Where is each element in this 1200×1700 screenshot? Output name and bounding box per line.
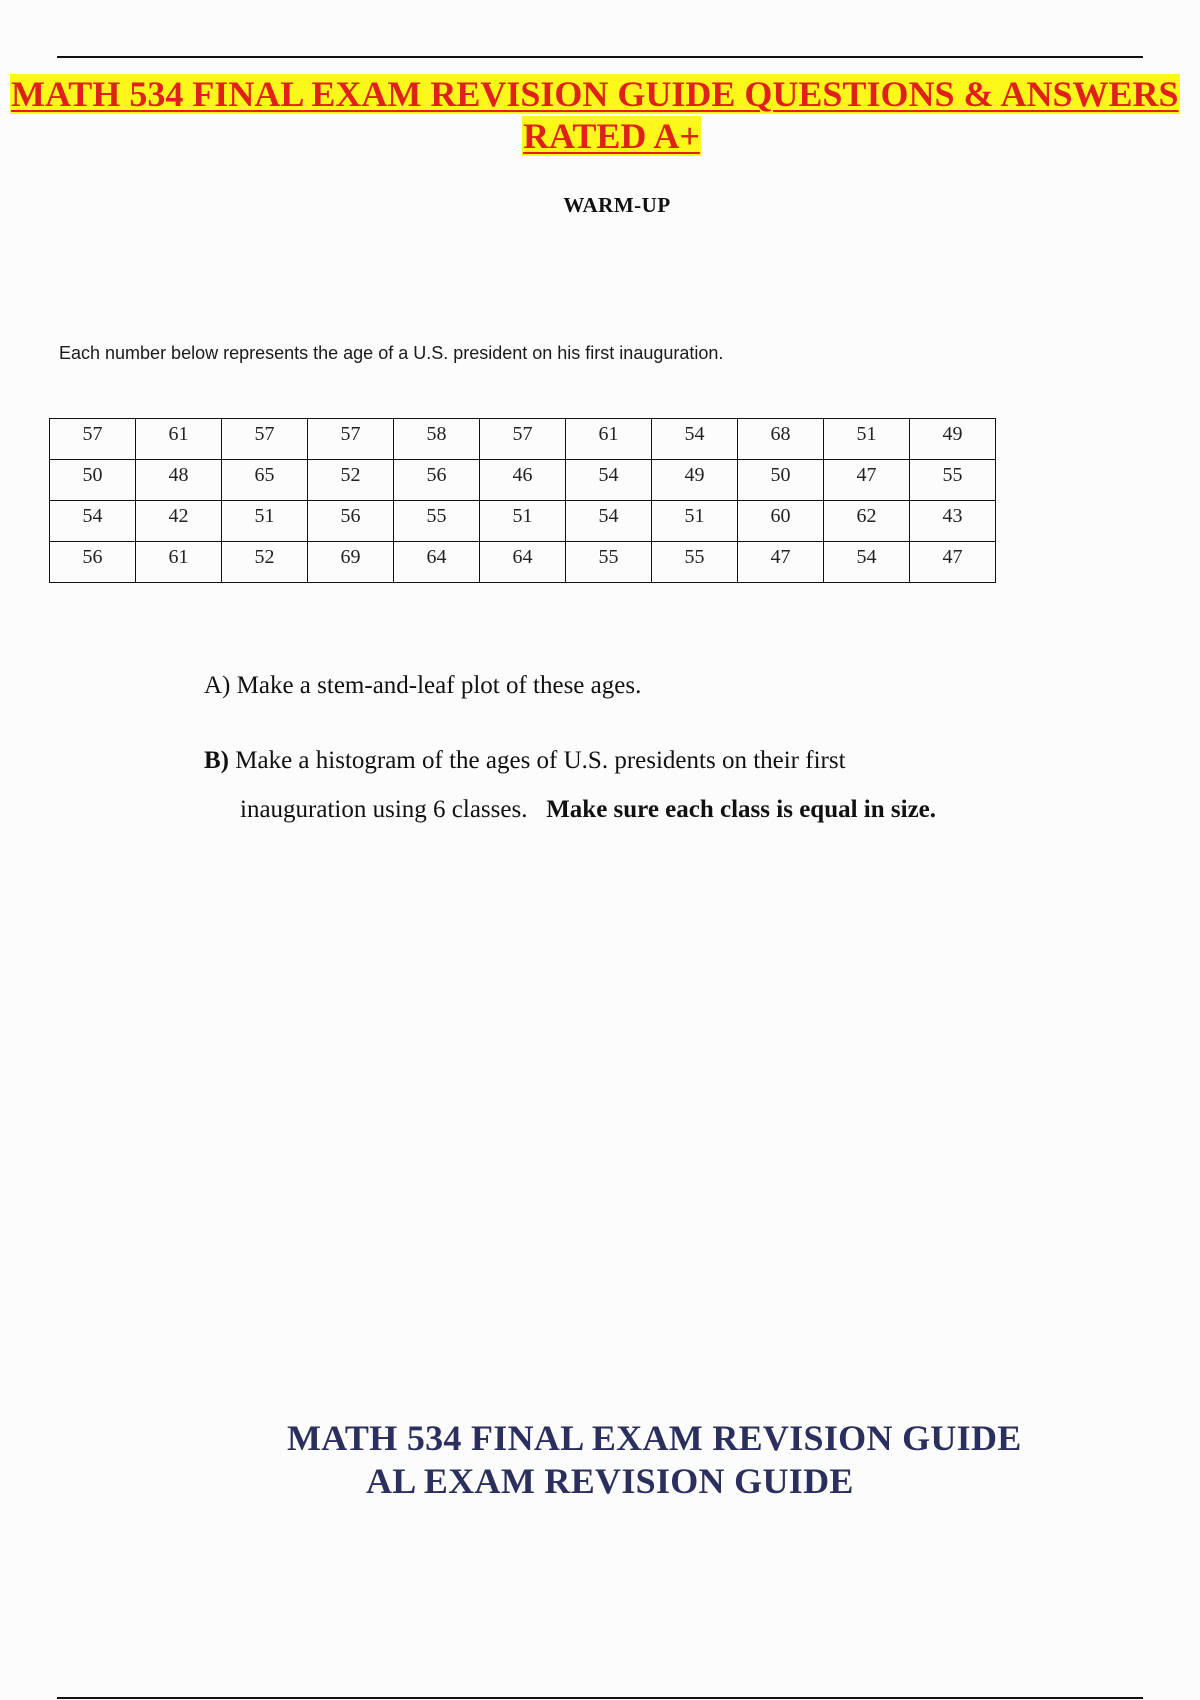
table-cell: 58	[394, 419, 480, 460]
question-b-label: B)	[204, 747, 229, 774]
table-cell: 52	[308, 460, 394, 501]
title-line-2: RATED A+	[523, 116, 700, 156]
table-cell: 64	[480, 542, 566, 583]
table-row	[50, 542, 996, 583]
table-cell: 47	[910, 542, 996, 583]
table-cell: 51	[222, 501, 308, 542]
table-cell: 47	[738, 542, 824, 583]
table-cell: 51	[652, 501, 738, 542]
title-line-1: MATH 534 FINAL EXAM REVISION GUIDE QUESTIONS & ANSWERS	[11, 74, 1179, 114]
table-cell: 49	[652, 460, 738, 501]
table-row	[50, 460, 996, 501]
table-cell: 61	[136, 419, 222, 460]
table-cell: 68	[738, 419, 824, 460]
table-cell: 64	[394, 542, 480, 583]
table-cell: 48	[136, 460, 222, 501]
table-cell: 43	[910, 501, 996, 542]
table-cell: 57	[480, 419, 566, 460]
table-cell: 55	[566, 542, 652, 583]
table-cell: 47	[824, 460, 910, 501]
table-cell: 52	[222, 542, 308, 583]
ages-table	[49, 418, 996, 583]
table-cell: 69	[308, 542, 394, 583]
table-cell: 54	[824, 542, 910, 583]
table-cell: 57	[308, 419, 394, 460]
table-cell: 57	[50, 419, 136, 460]
intro-text: Each number below represents the age of a U.S. president on his first inauguration.	[59, 343, 724, 363]
table-cell: 55	[910, 460, 996, 501]
table-cell: 56	[308, 501, 394, 542]
table-cell: 55	[394, 501, 480, 542]
table-row	[50, 419, 996, 460]
question-b-line-1	[204, 747, 846, 775]
question-b-text-1: Make a histogram of the ages of U.S. presidents on their first	[229, 747, 846, 774]
table-cell: 56	[50, 542, 136, 583]
question-b-emphasis: Make sure each class is equal in size.	[546, 796, 937, 823]
question-b-line-2	[240, 796, 936, 824]
table-cell: 54	[566, 501, 652, 542]
table-cell: 42	[136, 501, 222, 542]
document-title	[10, 74, 1200, 166]
section-heading: WARM-UP	[563, 193, 671, 217]
table-cell: 46	[480, 460, 566, 501]
table-cell: 56	[394, 460, 480, 501]
bottom-rule	[57, 1697, 1143, 1699]
question-a: A) Make a stem-and-leaf plot of these ages.	[204, 672, 642, 699]
table-cell: 51	[824, 419, 910, 460]
table-cell: 49	[910, 419, 996, 460]
footer-title-line-1: MATH 534 FINAL EXAM REVISION GUIDE	[287, 1418, 1022, 1458]
table-cell: 50	[738, 460, 824, 501]
table-cell: 61	[566, 419, 652, 460]
table-cell: 54	[652, 419, 738, 460]
table-cell: 65	[222, 460, 308, 501]
table-cell: 54	[566, 460, 652, 501]
table-cell: 54	[50, 501, 136, 542]
table-cell: 61	[136, 542, 222, 583]
top-rule	[57, 56, 1143, 58]
table-cell: 55	[652, 542, 738, 583]
table-cell: 51	[480, 501, 566, 542]
question-b-text-2: inauguration using 6 classes.	[240, 796, 528, 823]
table-cell: 50	[50, 460, 136, 501]
table-cell: 57	[222, 419, 308, 460]
table-row	[50, 501, 996, 542]
footer-title-line-2: AL EXAM REVISION GUIDE	[366, 1461, 854, 1501]
table-cell: 60	[738, 501, 824, 542]
table-cell: 62	[824, 501, 910, 542]
